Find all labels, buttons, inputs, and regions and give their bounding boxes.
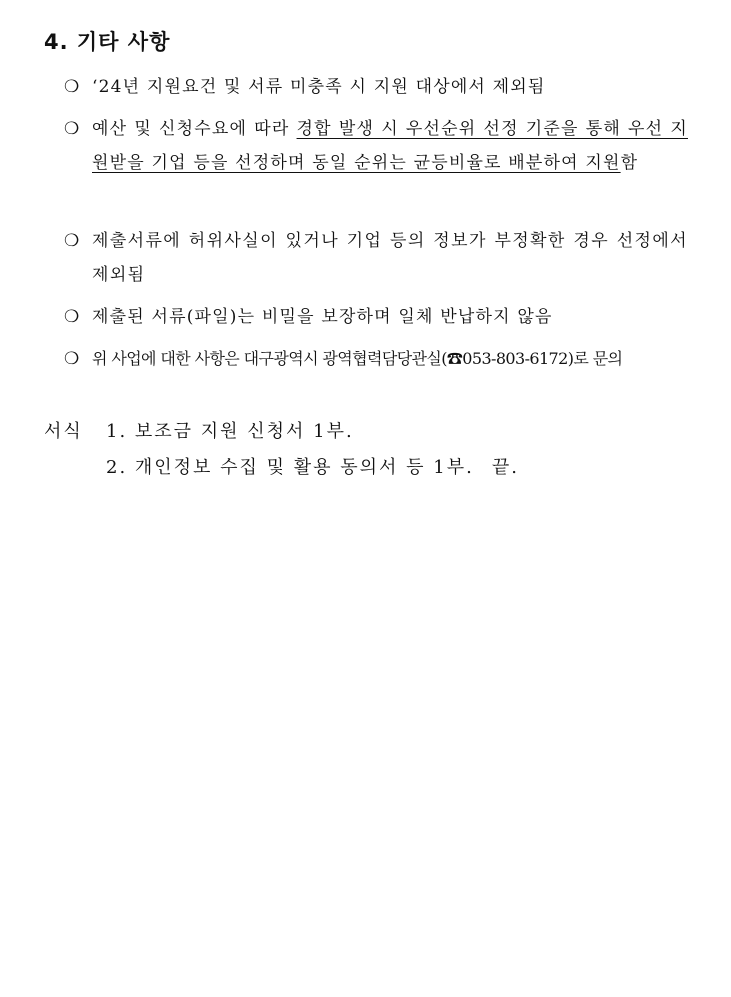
list-item [64,224,688,292]
document-end-mark: 끝. [491,457,519,478]
circle-bullet-icon: ❍ [64,231,80,251]
list-item-text: 제출서류에 허위사실이 있거나 기업 등의 정보가 부정확한 경우 선정에서 제외됨 [92,231,688,285]
list-item [64,342,688,376]
text-underlined: 경합 발생 시 우선순위 선정 기준을 통해 우선 지원받을 기업 등을 선정하며 동일 순위는 균등비율로 배분하여 지원 [92,119,688,173]
circle-bullet-icon: ❍ [64,77,80,97]
list-item-text [92,112,688,180]
circle-bullet-icon: ❍ [64,119,80,139]
appendix-item-text: 1. 보조금 지원 신청서 1부. [106,421,354,442]
circle-bullet-icon: ❍ [64,307,80,327]
appendix-item [106,451,519,485]
list-item-text: 위 사업에 대한 사항은 대구광역시 광역협력담당관실(☎053-803-6172)로 문의 [92,349,623,368]
list-item-text: ‘24년 지원요건 및 서류 미충족 시 지원 대상에서 제외됨 [92,77,546,97]
appendix-item-text: 2. 개인정보 수집 및 활용 동의서 등 1부. [106,457,474,478]
text-plain: 예산 및 신청수요에 따라 [92,119,297,139]
list-item-text: 제출된 서류(파일)는 비밀을 보장하며 일체 반납하지 않음 [92,307,553,327]
list-item [64,70,688,104]
list-item [64,300,688,334]
appendix-item [106,415,354,449]
appendix-label: 서식 [44,421,83,442]
section-title: 4. 기타 사항 [44,30,171,54]
circle-bullet-icon: ❍ [64,349,80,369]
list-item [64,112,688,180]
text-plain: 함 [620,153,639,173]
